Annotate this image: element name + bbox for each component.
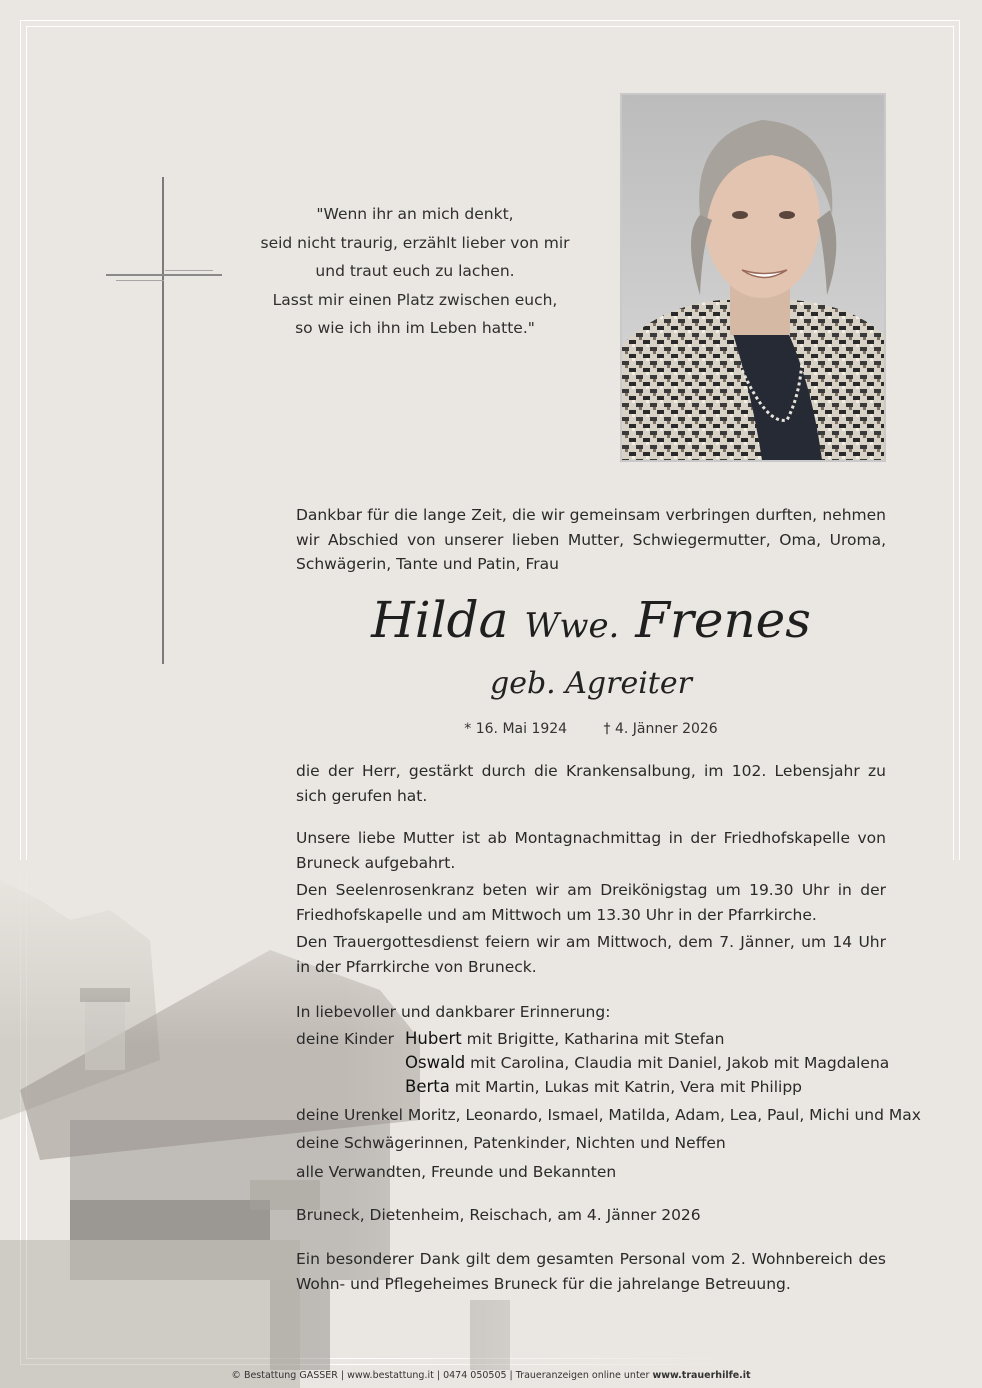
birth-date: * 16. Mai 1924 [464,721,568,737]
funeral-paragraph: Den Trauergottesdienst feiern wir am Mittwoch, dem 7. Jänner, um 14 Uhr in der Pfarrkirche von Bruneck. [296,933,886,976]
laid-out-paragraph: Unsere liebe Mutter ist ab Montagnachmittag in der Friedhofskapelle von Bruneck aufgebahrt. [296,829,886,872]
thanks-paragraph: Ein besonderer Dank gilt dem gesamten Personal vom 2. Wohnbereich des Wohn- und Pflegeheimes Bruneck für die jahrelange Betreuung. [296,1250,886,1293]
deceased-name [296,588,886,658]
footer-credits [0,1369,982,1383]
child-family: mit Martin, Lukas mit Katrin, Vera mit Philipp [449,1078,803,1096]
first-name: Hilda [371,591,509,649]
maiden-name: geb. Agreiter [490,666,692,701]
memory-line: In liebevoller und dankbarer Erinnerung: [296,1003,611,1021]
quote-line: "Wenn ihr an mich denkt, [316,205,514,223]
last-name: Frenes [635,591,811,649]
great-grandchildren-line: deine Urenkel Moritz, Leonardo, Ismael, Matilda, Adam, Lea, Paul, Michi und Max [296,1106,921,1124]
child-family: mit Carolina, Claudia mit Daniel, Jakob mit Magdalena [465,1054,890,1072]
child-row [405,1027,724,1051]
cross-horizontal-bar [106,274,222,276]
quote-line: und traut euch zu lachen. [315,262,515,280]
quote-line: so wie ich ihn im Leben hatte." [295,319,535,337]
intro-paragraph: Dankbar für die lange Zeit, die wir gemeinsam verbringen durften, nehmen wir Abschied von unserer lieben Mutter, Schwiegermutter, Oma, Uroma, Schwägerin, Tante und Patin, Frau [296,506,886,573]
child-row [405,1075,802,1099]
footer-website-link[interactable]: www.trauerhilfe.it [652,1370,751,1381]
child-name: Oswald [405,1053,466,1072]
cross-shadow-line-right [165,270,213,271]
cross-shadow-line-left [116,280,164,281]
place-and-date: Bruneck, Dietenheim, Reischach, am 4. Jänner 2026 [296,1206,701,1224]
children-label: deine Kinder [296,1030,395,1048]
widow-abbreviation: Wwe. [524,606,620,646]
relatives-line: alle Verwandten, Freunde und Bekannten [296,1163,617,1181]
inlaws-line: deine Schwägerinnen, Patenkinder, Nichten und Neffen [296,1134,726,1152]
portrait-photo [620,93,886,462]
memorial-quote [240,200,590,343]
child-row [405,1051,889,1075]
cross-vertical-bar [162,177,164,664]
death-paragraph: die der Herr, gestärkt durch die Krankensalbung, im 102. Lebensjahr zu sich gerufen hat. [296,762,886,805]
child-name: Berta [405,1077,450,1096]
rosary-paragraph: Den Seelenrosenkranz beten wir am Dreikönigstag um 19.30 Uhr in der Friedhofskapelle und am Mittwoch um 13.30 Uhr in der Pfarrkirche. [296,881,886,924]
child-family: mit Brigitte, Katharina mit Stefan [461,1030,725,1048]
child-name: Hubert [405,1029,462,1048]
quote-line: Lasst mir einen Platz zwischen euch, [272,290,558,309]
footer-text: © Bestattung GASSER | www.bestattung.it | 0474 050505 | Traueranzeigen online unter [231,1370,653,1381]
life-dates [296,718,886,740]
death-date: † 4. Jänner 2026 [603,721,718,737]
quote-line: seid nicht traurig, erzählt lieber von mir [260,233,570,252]
